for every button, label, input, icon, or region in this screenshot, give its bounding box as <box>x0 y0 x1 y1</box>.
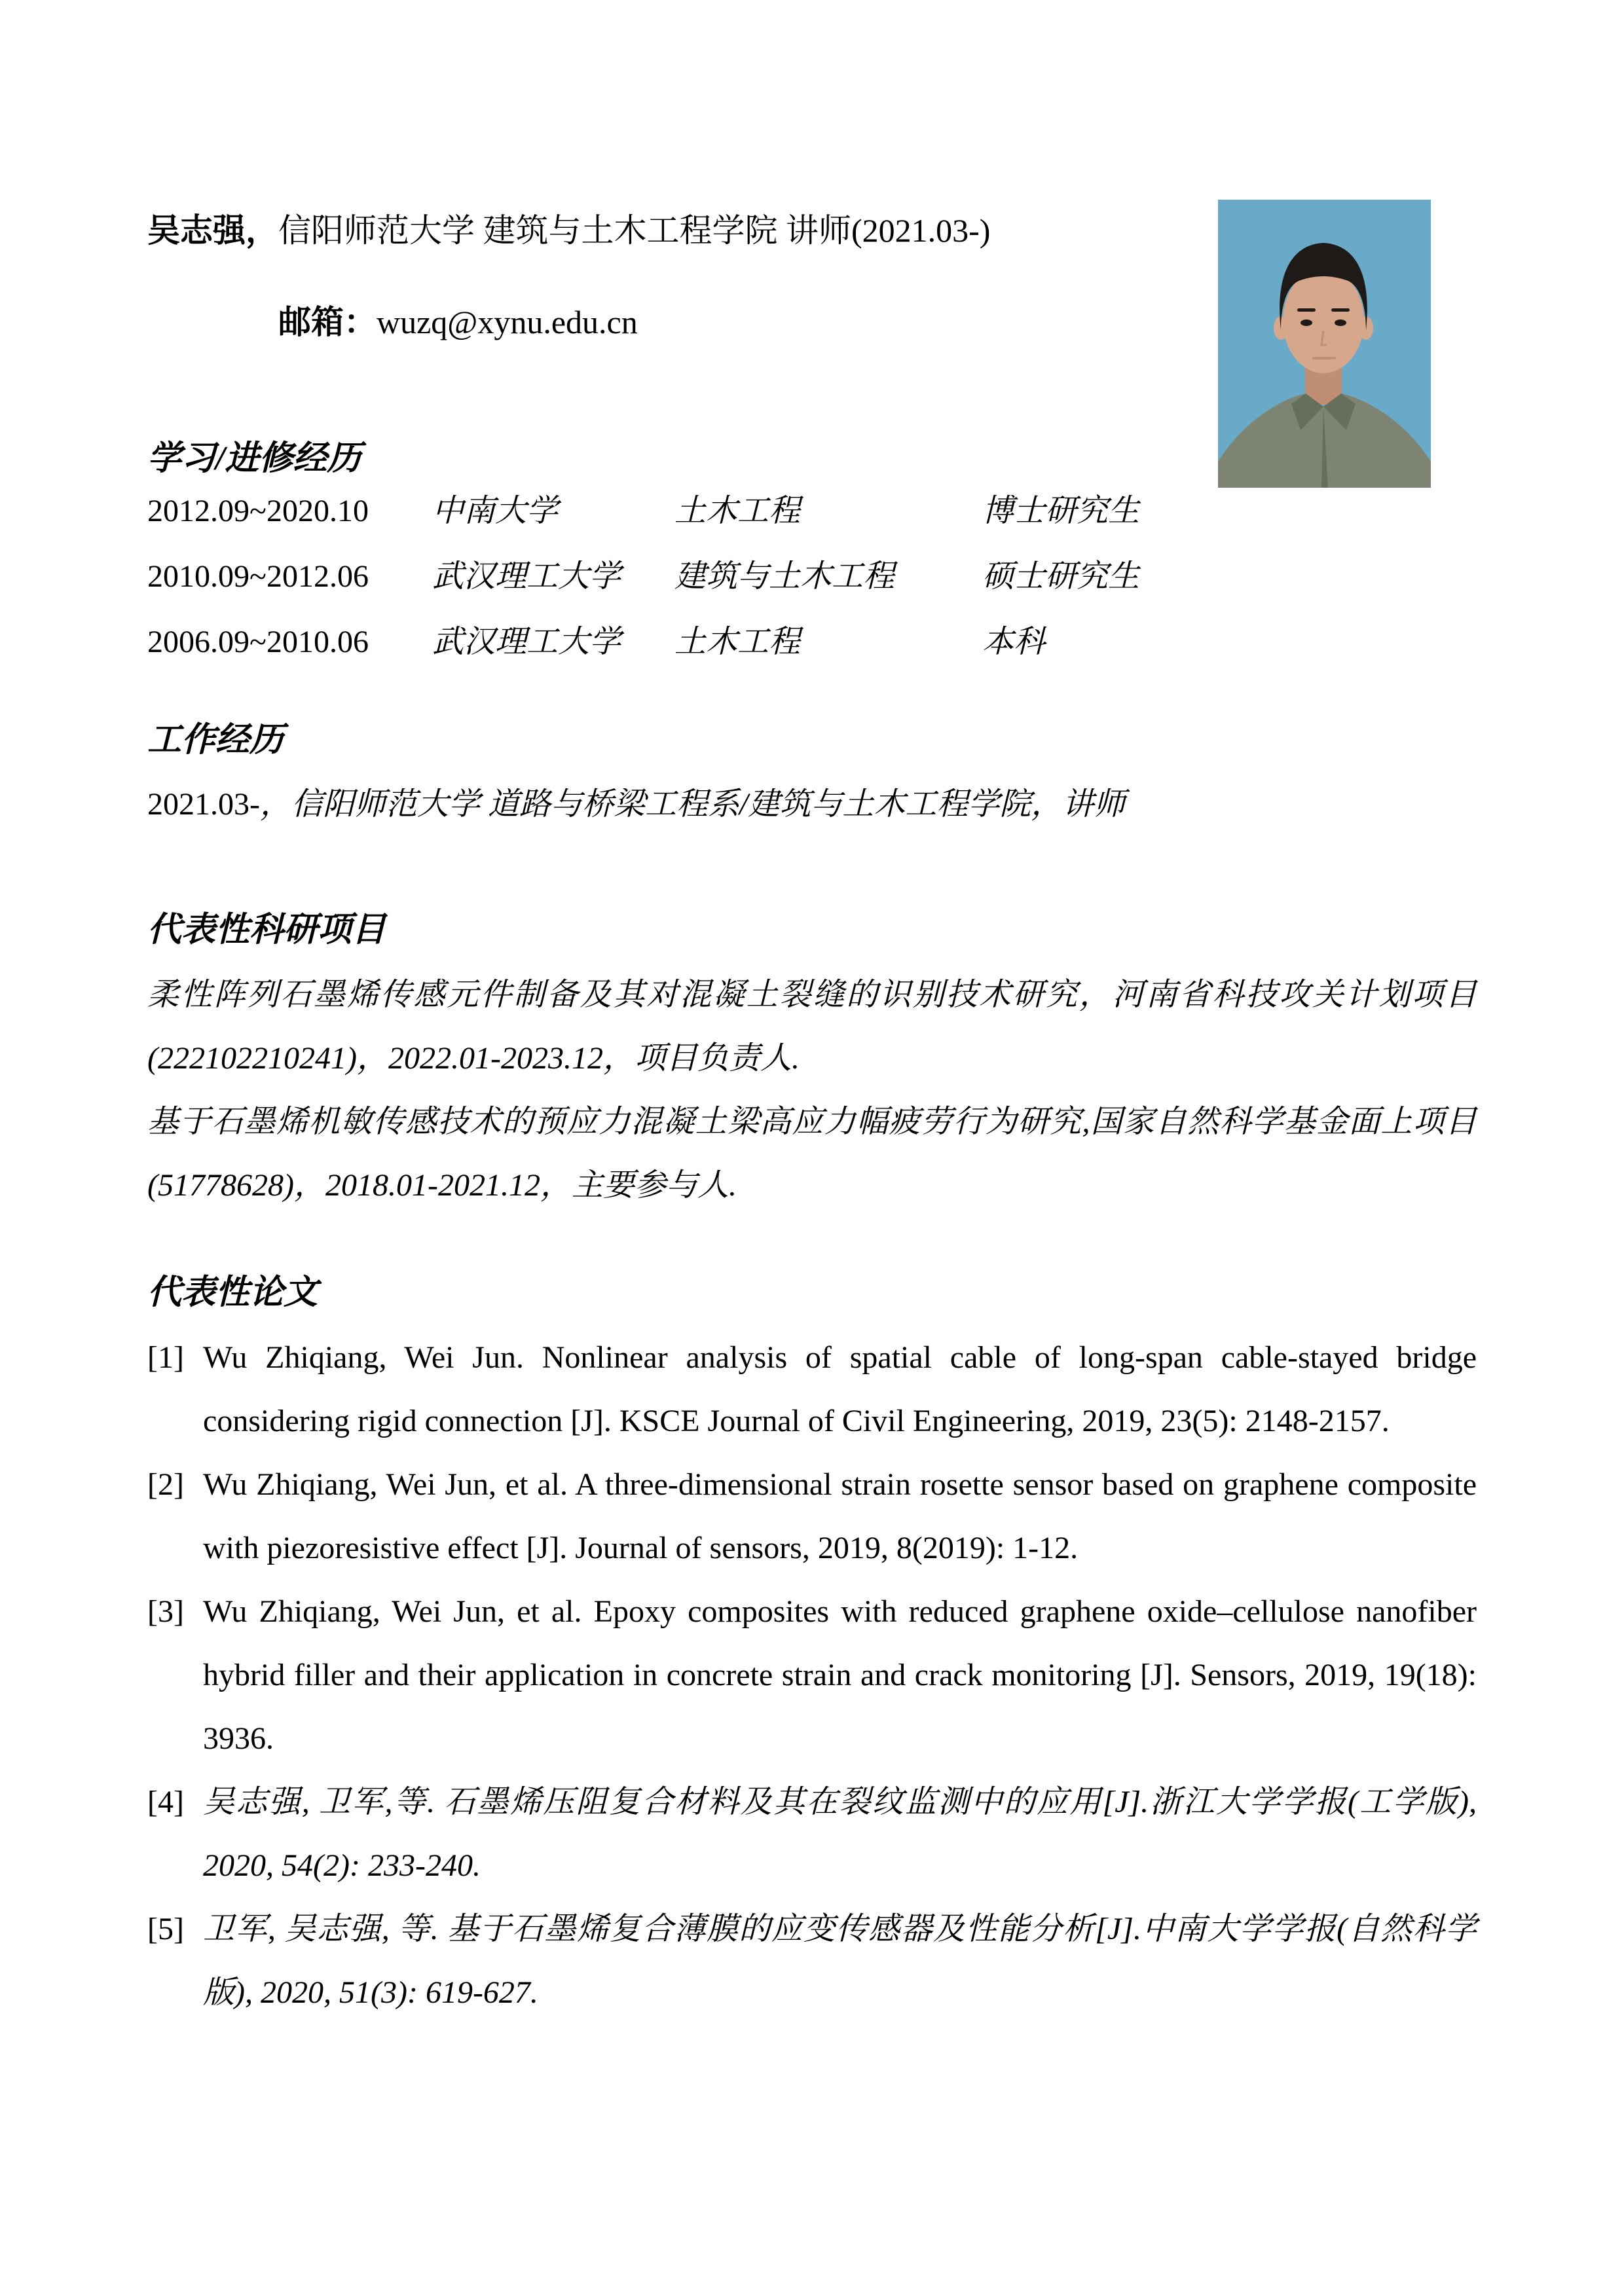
education-row <box>147 610 1477 675</box>
section-projects <box>147 911 1477 1217</box>
person-eye-right <box>1335 319 1346 326</box>
email-label: 邮箱： <box>278 304 377 340</box>
profile-photo <box>1218 200 1431 488</box>
work-item <box>147 772 1477 837</box>
publication-marker: [3] <box>147 1594 184 1629</box>
project-list <box>147 963 1477 1217</box>
person-eye-left <box>1301 319 1312 326</box>
person-brow-left <box>1297 308 1316 312</box>
education-school: 武汉理工大学 <box>432 625 621 659</box>
section-title-work: 工作经历 <box>147 721 284 759</box>
publication-text: Wu Zhiqiang, Wei Jun, et al. A three-dimensional strain rosette sensor based on graphene composite with piezoresistive effect [J]. Journal of sensors, 2019, 8(2019): 1-12. <box>203 1467 1477 1565</box>
education-major: 土木工程 <box>674 494 801 528</box>
education-period: 2006.09~2010.06 <box>147 625 369 659</box>
section-title-projects: 代表性科研项目 <box>147 911 386 949</box>
publication-item <box>147 1897 1477 2024</box>
education-major: 土木工程 <box>674 625 801 659</box>
education-row <box>147 544 1477 610</box>
education-period: 2012.09~2020.10 <box>147 494 369 528</box>
education-row <box>147 479 1477 544</box>
publication-marker: [4] <box>147 1785 184 1819</box>
education-period: 2010.09~2012.06 <box>147 559 369 594</box>
section-title-education: 学习/进修经历 <box>147 440 361 477</box>
section-work <box>147 721 1477 837</box>
project-item: 柔性阵列石墨烯传感元件制备及其对混凝土裂缝的识别技术研究，河南省科技攻关计划项目(222102210241)，2022.01-2023.12，项目负责人. <box>147 977 1477 1076</box>
email-value: wuzq@xynu.edu.cn <box>377 304 638 340</box>
person-mouth <box>1312 357 1336 359</box>
publication-item <box>147 1580 1477 1770</box>
education-table <box>147 479 1477 675</box>
publication-text: Wu Zhiqiang, Wei Jun, et al. Epoxy composites with reduced graphene oxide–cellulose nanofiber hybrid filler and their application in concrete strain and crack monitoring [J]. Sensors, 2019, 19(18): 3936. <box>203 1594 1477 1756</box>
section-title-publications: 代表性论文 <box>147 1274 318 1311</box>
education-school: 武汉理工大学 <box>432 559 621 594</box>
education-degree: 本科 <box>982 625 1046 659</box>
education-school: 中南大学 <box>432 494 559 528</box>
publication-item <box>147 1770 1477 1897</box>
education-major: 建筑与土木工程 <box>674 559 895 594</box>
education-degree: 硕士研究生 <box>982 559 1140 594</box>
education-degree: 博士研究生 <box>982 494 1140 528</box>
publication-item <box>147 1326 1477 1453</box>
publication-list <box>147 1326 1477 2024</box>
section-publications <box>147 1273 1477 2024</box>
publication-marker: [2] <box>147 1467 184 1502</box>
header-affiliation: 信阳师范大学 建筑与土木工程学院 讲师(2021.03-) <box>278 212 991 249</box>
project-item: 基于石墨烯机敏传感技术的预应力混凝土梁高应力幅疲劳行为研究,国家自然科学基金面上项目(51778628)，2018.01-2021.12，主要参与人. <box>147 1104 1477 1203</box>
publication-item <box>147 1453 1477 1580</box>
publication-marker: [1] <box>147 1340 184 1375</box>
publication-text: 卫军, 吴志强, 等. 基于石墨烯复合薄膜的应变传感器及性能分析[J].中南大学学报(自然科学版), 2020, 51(3): 619-627. <box>203 1912 1477 2010</box>
publication-text: Wu Zhiqiang, Wei Jun. Nonlinear analysis of spatial cable of long-span cable-stayed bridge considering rigid connection [J]. KSCE Journal of Civil Engineering, 2019, 23(5): 2148-2157. <box>203 1340 1477 1438</box>
publication-marker: [5] <box>147 1912 184 1946</box>
work-period: 2021.03- <box>147 787 260 822</box>
publication-text: 吴志强, 卫军,等. 石墨烯压阻复合材料及其在裂纹监测中的应用[J].浙江大学学报(工学版), 2020, 54(2): 233-240. <box>203 1785 1477 1883</box>
work-description: ，信阳师范大学 道路与桥梁工程系/建筑与土木工程学院，讲师 <box>259 787 1126 822</box>
person-brow-right <box>1331 308 1350 312</box>
person-name: 吴志强， <box>147 212 278 249</box>
